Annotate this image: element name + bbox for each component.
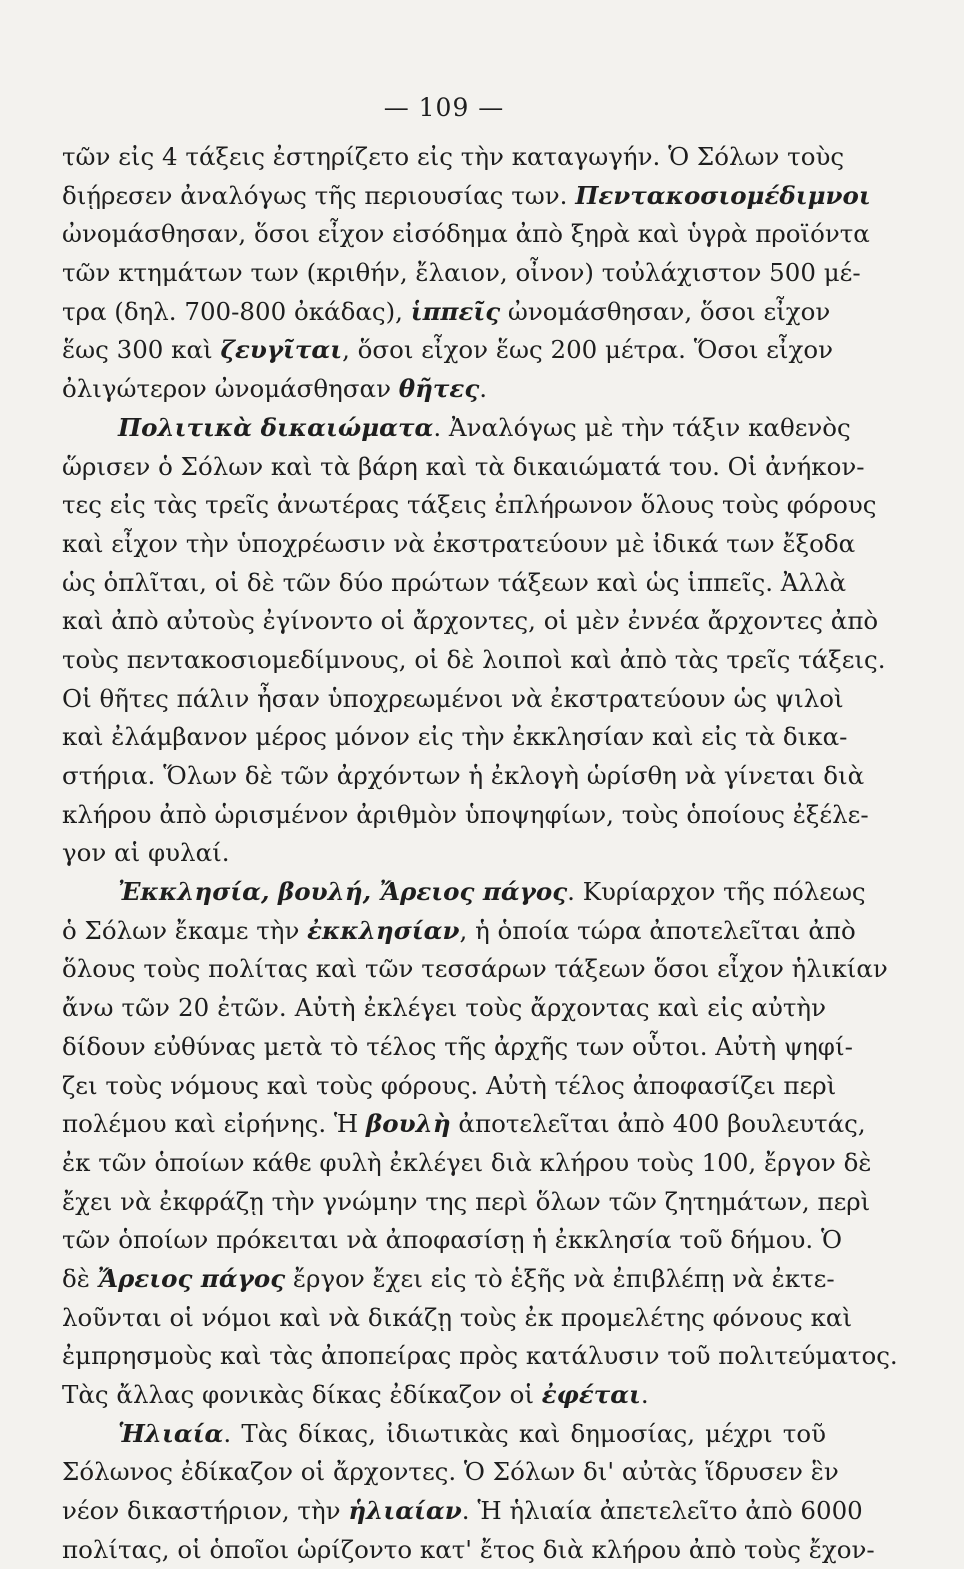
text-run: . Ἡ ἡλιαία ἀπετελεῖτο ἀπὸ 6000 (461, 1496, 863, 1526)
text-line (62, 1376, 826, 1415)
emphasized-term: Ἡλιαία (118, 1418, 224, 1448)
text-line (62, 718, 848, 757)
text-run: ἄνω τῶν 20 ἐτῶν. Αὐτὴ ἐκλέγει τοὺς ἄρχοντας καὶ εἰς αὐτὴν (62, 993, 826, 1023)
emphasized-term: Πεντακοσιομέδιμνοι (575, 180, 871, 210)
text-line (62, 912, 856, 951)
text-run: ἀποτελεῖται ἀπὸ 400 βουλευτάς, (450, 1109, 866, 1139)
emphasized-term: Πολιτικὰ δικαιώματα (118, 412, 434, 442)
text-run: τες εἰς τὰς τρεῖς ἀνωτέρας τάξεις ἐπλήρωνον ὅλους τοὺς φόρους (62, 490, 877, 520)
text-run: κλήρου ἀπὸ ὡρισμένον ἀριθμὸν ὑποψηφίων, τοὺς ὁποίους ἐξέλε- (62, 799, 869, 829)
body-text (62, 138, 898, 1569)
text-run: ὡς ὁπλῖται, οἱ δὲ τῶν δύο πρώτων τάξεων καὶ ὡς ἱππεῖς. Ἀλλὰ (62, 567, 847, 597)
text-run: δὲ (62, 1263, 98, 1293)
text-line (62, 1260, 835, 1299)
text-run: τρα (δηλ. 700-800 ὀκάδας), (62, 296, 411, 326)
text-run: ἔργον ἔχει εἰς τὸ ἑξῆς νὰ ἐπιβλέπῃ νὰ ἐκτε- (285, 1263, 835, 1293)
emphasized-term: ἐφέται (541, 1380, 641, 1409)
text-run: ἔχει νὰ ἐκφράζῃ τὴν γνώμην της περὶ ὅλων τῶν ζητημάτων, περὶ (62, 1186, 871, 1216)
text-line (62, 293, 831, 332)
text-run: . Ἀναλόγως μὲ τὴν τάξιν καθενὸς (433, 412, 851, 442)
text-line (62, 1492, 863, 1531)
text-line (62, 564, 847, 603)
text-line (62, 950, 888, 989)
text-run: . Κυρίαρχον τῆς πόλεως (567, 877, 866, 907)
text-line (62, 1453, 839, 1492)
text-run: τῶν κτημάτων των (κριθήν, ἔλαιον, οἶνον) τοὐλάχιστον 500 μέ- (62, 258, 861, 288)
text-run: τῶν ὁποίων πρόκειται νὰ ἀποφασίσῃ ἡ ἐκκλησία τοῦ δήμου. Ὁ (62, 1225, 843, 1255)
text-line (62, 1028, 853, 1067)
text-line (62, 1299, 853, 1338)
text-run: νέον δικαστήριον, τὴν (62, 1496, 349, 1526)
text-line (62, 1531, 875, 1569)
text-run: ὠνομάσθησαν, ὅσοι εἶχον (500, 296, 831, 326)
text-run: στήρια. Ὅλων δὲ τῶν ἀρχόντων ἡ ἐκλογὴ ὡρίσθη νὰ γίνεται διὰ (62, 761, 865, 790)
text-run: Σόλωνος ἐδίκαζον οἱ ἄρχοντες. Ὁ Σόλων δι' αὐτὰς ἵδρυσεν ἓν (62, 1457, 839, 1487)
text-run: καὶ ἐλάμβανον μέρος μόνον εἰς τὴν ἐκκλησίαν καὶ εἰς τὰ δικα- (62, 722, 848, 752)
text-run: ζει τοὺς νόμους καὶ τοὺς φόρους. Αὐτὴ τέλος ἀποφασίζει περὶ (62, 1070, 837, 1100)
text-line (62, 796, 869, 835)
text-line (62, 215, 870, 254)
text-run: διῄρεσεν ἀναλόγως τῆς περιουσίας των. (62, 180, 576, 210)
text-line (62, 1337, 898, 1376)
text-line (62, 409, 851, 448)
text-line (62, 1067, 837, 1106)
text-run: ὥρισεν ὁ Σόλων καὶ τὰ βάρη καὶ τὰ δικαιώματά του. Οἱ ἀνήκον- (62, 451, 865, 481)
text-line (62, 177, 871, 216)
text-run: , ἡ ὁποία τώρα ἀποτελεῖται ἀπὸ (459, 915, 856, 945)
text-line (62, 370, 826, 409)
text-run: , ὅσοι εἶχον ἕως 200 μέτρα. Ὅσοι εἶχον (342, 335, 833, 365)
text-run: ὁ Σόλων ἔκαμε τὴν (62, 915, 308, 945)
text-run: ὀλιγώτερον ὠνομάσθησαν (62, 374, 399, 404)
text-run: ὠνομάσθησαν, ὅσοι εἶχον εἰσόδημα ἀπὸ ξηρὰ καὶ ὑγρὰ προϊόντα (62, 219, 870, 249)
text-line (62, 873, 866, 912)
text-line (62, 989, 826, 1028)
text-run: ἐκ τῶν ὁποίων κάθε φυλὴ ἐκλέγει διὰ κλήρου τοὺς 100, ἔργον δὲ (62, 1147, 872, 1177)
text-line (62, 1144, 872, 1183)
text-run: ἐμπρησμοὺς καὶ τὰς ἀποπείρας πρὸς κατάλυσιν τοῦ πολιτεύματος. (62, 1341, 898, 1371)
page-number: — 109 — (383, 93, 505, 122)
text-run: γον αἱ φυλαί. (62, 838, 230, 868)
text-run: . (640, 1380, 649, 1409)
text-run: . Τὰς δίκας, ἰδιωτικὰς καὶ δημοσίας, μέχρι τοῦ (223, 1418, 826, 1448)
text-run: πολέμου καὶ εἰρήνης. Ἡ (62, 1109, 367, 1139)
emphasized-term: Ἐκκλησία, βουλή, Ἄρειος πάγος (118, 877, 568, 907)
text-run: τοὺς πεντακοσιομεδίμνους, οἱ δὲ λοιποὶ καὶ ἀπὸ τὰς τρεῖς τάξεις. (62, 644, 886, 674)
emphasized-term: βουλὴ (366, 1109, 451, 1139)
text-run: . (479, 374, 488, 404)
emphasized-term: Ἄρειος πάγος (97, 1263, 286, 1293)
text-run: πολίτας, οἱ ὁποῖοι ὡρίζοντο κατ' ἔτος διὰ κλήρου ἀπὸ τοὺς ἔχον- (62, 1534, 875, 1564)
emphasized-term: θῆτες (398, 374, 480, 404)
text-line (62, 1221, 843, 1260)
text-line (62, 602, 879, 641)
text-line (62, 1105, 866, 1144)
text-line (62, 1415, 826, 1454)
text-run: ἕως 300 καὶ (62, 335, 221, 365)
text-run: καὶ εἶχον τὴν ὑποχρέωσιν νὰ ἐκστρατεύουν μὲ ἰδικά των ἔξοδα (62, 528, 856, 558)
text-line (62, 680, 844, 719)
emphasized-term: ἐκκλησίαν (307, 915, 460, 945)
text-run: καὶ ἀπὸ αὐτοὺς ἐγίνοντο οἱ ἄρχοντες, οἱ μὲν ἐννέα ἄρχοντες ἀπὸ (62, 606, 879, 636)
text-run: δίδουν εὐθύνας μετὰ τὸ τέλος τῆς ἀρχῆς των οὗτοι. Αὐτὴ ψηφί- (62, 1031, 853, 1061)
text-run: Οἱ θῆτες πάλιν ἦσαν ὑποχρεωμένοι νὰ ἐκστρατεύουν ὡς ψιλοὶ (62, 683, 844, 713)
text-line (62, 757, 865, 796)
text-run: ὅλους τοὺς πολίτας καὶ τῶν τεσσάρων τάξεων ὅσοι εἶχον ἡλικίαν (62, 954, 888, 984)
text-line (62, 254, 861, 293)
text-run: λοῦνται οἱ νόμοι καὶ νὰ δικάζῃ τοὺς ἐκ προμελέτης φόνους καὶ (62, 1302, 853, 1332)
text-line (62, 486, 877, 525)
text-line (62, 641, 886, 680)
text-line (62, 138, 845, 177)
emphasized-term: ἡλιαίαν (348, 1496, 462, 1526)
text-run: τῶν εἰς 4 τάξεις ἐστηρίζετο εἰς τὴν καταγωγήν. Ὁ Σόλων τοὺς (62, 142, 845, 171)
text-run: Τὰς ἄλλας φονικὰς δίκας ἐδίκαζον οἱ (62, 1380, 542, 1409)
emphasized-term: ζευγῖται (220, 335, 343, 365)
text-line (62, 1183, 871, 1222)
text-line (62, 448, 865, 487)
text-line (62, 834, 826, 873)
text-line (62, 331, 833, 370)
text-line (62, 525, 856, 564)
emphasized-term: ἱππεῖς (410, 296, 501, 326)
